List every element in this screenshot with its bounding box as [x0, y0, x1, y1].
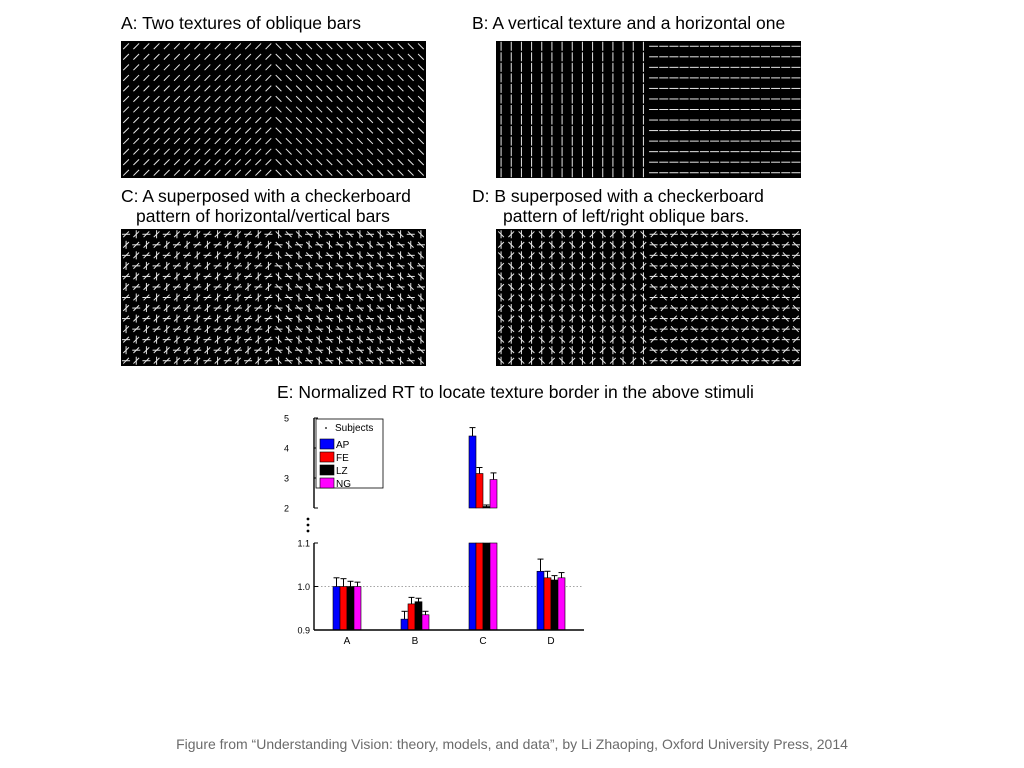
panel-b-stimulus: [496, 41, 801, 178]
axis-break-dot: [307, 530, 310, 533]
bar-ng-a: [354, 587, 361, 631]
panel-a-title: A: Two textures of oblique bars: [121, 13, 361, 33]
panel-c-title-line2: pattern of horizontal/vertical bars: [136, 206, 390, 226]
bar-ap-c: [469, 436, 476, 508]
legend-subjects-marker: [325, 427, 327, 429]
legend-label-lz: LZ: [336, 466, 348, 477]
legend-subjects-label: Subjects: [335, 423, 374, 434]
lower-y-tick-label: 0.9: [297, 625, 310, 636]
x-tick-label-a: A: [343, 636, 351, 647]
upper-y-tick-label: 3: [284, 473, 290, 484]
bar-fe-a: [340, 587, 347, 631]
lower-y-tick-label: 1.1: [297, 538, 310, 549]
bar-lz-c: [483, 507, 490, 509]
bar-fe-c: [476, 474, 483, 509]
bar-lz-b: [415, 602, 422, 630]
legend-swatch-fe: [320, 452, 334, 462]
legend-swatch-ng: [320, 478, 334, 488]
panel-a-stimulus: [121, 41, 426, 178]
bar-lz-a: [347, 587, 354, 631]
bar-ap-c-lower: [469, 543, 476, 630]
rt-bar-chart: [270, 405, 600, 650]
legend-swatch-ap: [320, 439, 334, 449]
panel-d-stimulus: [496, 229, 801, 366]
bar-ng-d: [558, 578, 565, 630]
legend-label-ap: AP: [336, 440, 350, 451]
lower-y-tick-label: 1.0: [297, 582, 310, 592]
x-tick-label-d: D: [547, 636, 555, 647]
bar-ng-c-lower: [490, 543, 497, 630]
panel-c-stimulus: [121, 229, 426, 366]
bar-ap-a: [333, 587, 340, 631]
bar-fe-b: [408, 604, 415, 630]
panel-d-title-line1: D: B superposed with a checkerboard: [472, 186, 764, 206]
upper-y-tick-label: 4: [284, 443, 290, 454]
bar-ap-d: [537, 571, 544, 630]
legend-swatch-lz: [320, 465, 334, 475]
chart-title: E: Normalized RT to locate texture border in the above stimuli: [277, 382, 754, 402]
bar-fe-d: [544, 578, 551, 630]
panel-c-title-line1: C: A superposed with a checkerboard: [121, 186, 411, 206]
bar-lz-d: [551, 580, 558, 630]
upper-y-tick-label: 5: [284, 413, 290, 424]
bar-ng-b: [422, 615, 429, 630]
axis-break-dot: [307, 524, 310, 527]
axis-break-dot: [307, 518, 310, 521]
x-tick-label-b: B: [411, 636, 419, 647]
x-tick-label-c: C: [479, 636, 487, 647]
legend-label-ng: NG: [336, 479, 351, 490]
bar-ng-c: [490, 480, 497, 509]
panel-b-title: B: A vertical texture and a horizontal one: [472, 13, 786, 33]
bar-fe-c-lower: [476, 543, 483, 630]
legend-label-fe: FE: [336, 453, 349, 464]
upper-y-tick-label: 2: [284, 503, 290, 514]
panel-d-title-line2: pattern of left/right oblique bars.: [503, 206, 750, 226]
figure-caption: Figure from “Understanding Vision: theory, models, and data”, by Li Zhaoping, Oxford University Press, 2014: [176, 736, 848, 752]
bar-lz-c-lower: [483, 543, 490, 630]
bar-ap-b: [401, 619, 408, 630]
